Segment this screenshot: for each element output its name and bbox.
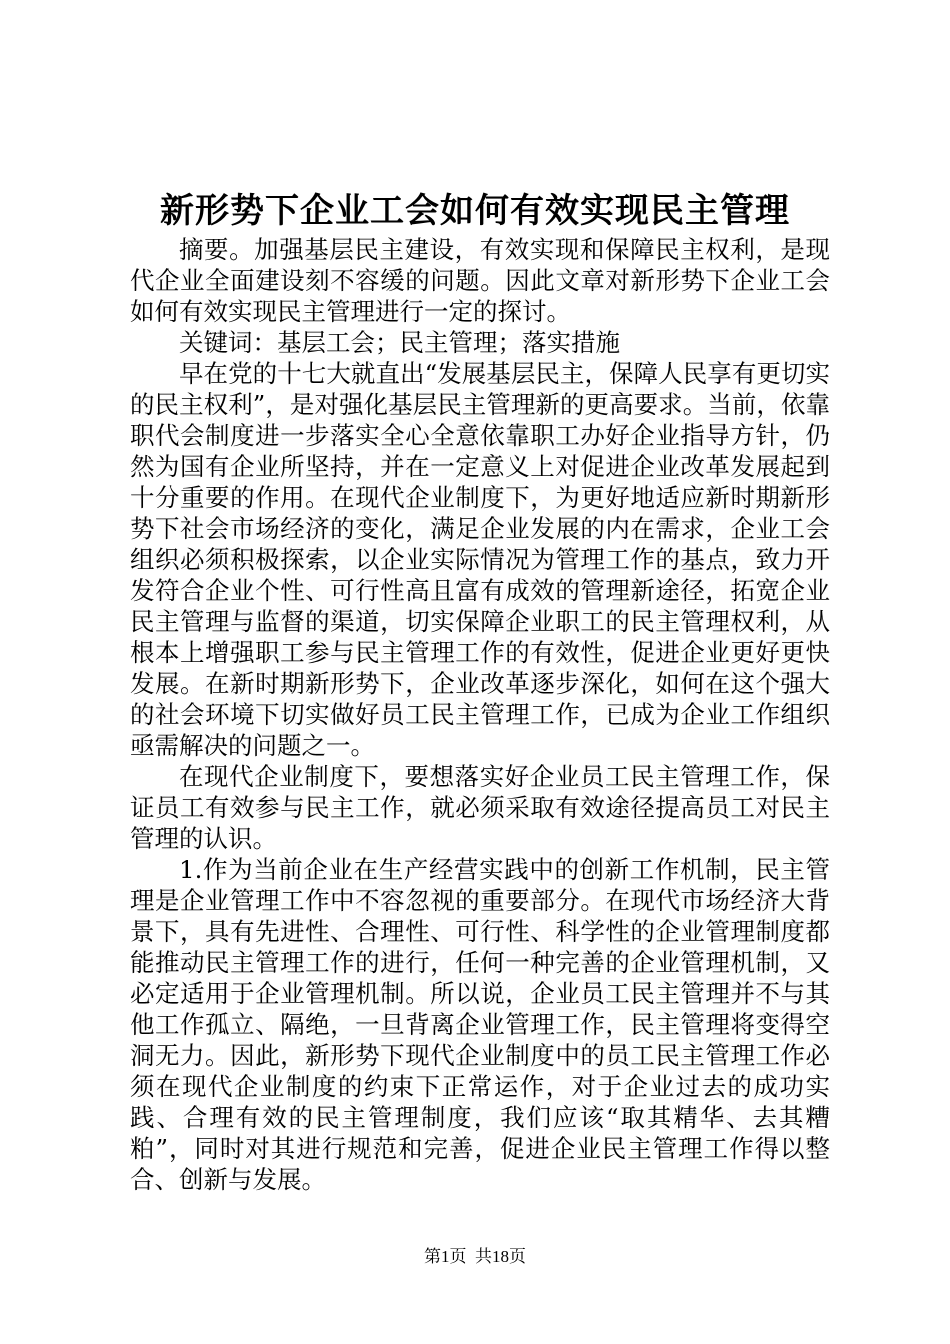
document-body bbox=[130, 234, 830, 1195]
document-title: 新形势下企业工会如何有效实现民主管理 bbox=[160, 191, 790, 231]
page-number: 第1页 共18页 bbox=[424, 1247, 526, 1266]
page-footer bbox=[0, 1242, 950, 1267]
body-paragraph: 早在党的十七大就直出“发展基层民主，保障人民享有更切实的民主权利”，是对强化基层民主管理新的更高要求。当前，依靠职代会制度进一步落实全心全意依靠职工办好企业指导方针，仍然为国有企业所坚持，并在一定意义上对促进企业改革发展起到十分重要的作用。在现代企业制度下，为更好地适应新时期新形势下社会市场经济的变化，满足企业发展的内在需求，企业工会组织必须积极探索，以企业实际情况为管理工作的基点，致力开发符合企业个性、可行性高且富有成效的管理新途径，拓宽企业民主管理与监督的渠道，切实保障企业职工的民主管理权利，从根本上增强职工参与民主管理工作的有效性，促进企业更好更快发展。在新时期新形势下，企业改革逐步深化，如何在这个强大的社会环境下切实做好员工民主管理工作，已成为企业工作组织亟需解决的问题之一。 bbox=[130, 359, 830, 760]
body-paragraph: 在现代企业制度下，要想落实好企业员工民主管理工作，保证员工有效参与民主工作，就必须采取有效途径提高员工对民主管理的认识。 bbox=[130, 762, 830, 853]
keywords-paragraph: 关键词：基层工会；民主管理；落实措施 bbox=[179, 328, 620, 357]
abstract-paragraph: 摘要。加强基层民主建设，有效实现和保障民主权利，是现代企业全面建设刻不容缓的问题。因此文章对新形势下企业工会如何有效实现民主管理进行一定的探讨。 bbox=[130, 235, 830, 326]
body-paragraph: 1.作为当前企业在生产经营实践中的创新工作机制，民主管理是企业管理工作中不容忽视的重要部分。在现代市场经济大背景下，具有先进性、合理性、可行性、科学性的企业管理制度都能推动民主管理工作的进行，任何一种完善的企业管理机制，又必定适用于企业管理机制。所以说，企业员工民主管理并不与其他工作孤立、隔绝，一旦背离企业管理工作，民主管理将变得空洞无力。因此，新形势下现代企业制度中的员工民主管理工作必须在现代企业制度的约束下正常运作，对于企业过去的成功实践、合理有效的民主管理制度，我们应该“取其精华、去其糟粕”，同时对其进行规范和完善，促进企业民主管理工作得以整合、创新与发展。 bbox=[130, 855, 830, 1194]
